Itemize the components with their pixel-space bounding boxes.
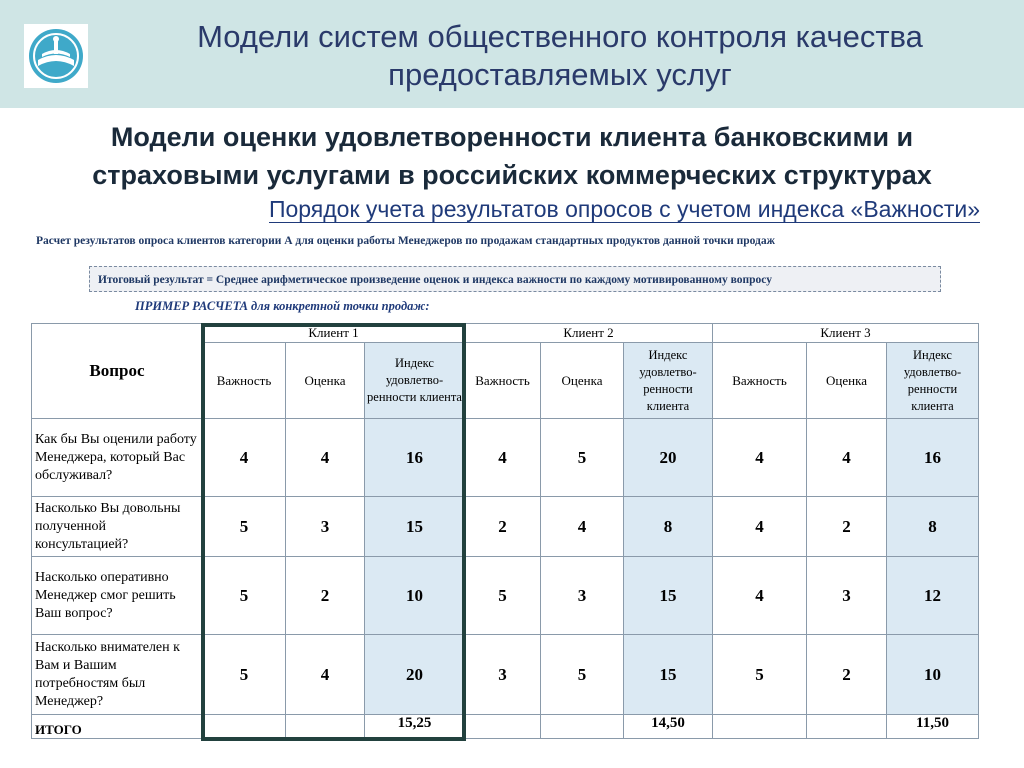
index-cell: 15 xyxy=(624,635,713,715)
value-cell: 3 xyxy=(807,557,887,635)
question-cell: Как бы Вы оценили работу Менеджера, который Вас обслуживал? xyxy=(32,419,203,497)
value-cell: 4 xyxy=(203,419,286,497)
value-cell: 2 xyxy=(465,497,541,557)
col-index: Индекс удовлетво-ренности клиента xyxy=(887,343,979,419)
value-cell: 3 xyxy=(286,497,365,557)
value-cell: 4 xyxy=(713,419,807,497)
index-cell: 8 xyxy=(624,497,713,557)
value-cell: 2 xyxy=(286,557,365,635)
results-table xyxy=(31,323,979,739)
section-subtitle xyxy=(80,194,980,224)
value-cell: 5 xyxy=(465,557,541,635)
value-cell: 5 xyxy=(541,635,624,715)
total-client-3: 11,50 xyxy=(887,715,979,739)
client-3-header: Клиент 3 xyxy=(713,324,979,343)
index-cell: 10 xyxy=(365,557,465,635)
section-title-line1: Модели оценки удовлетворенности клиента банковскими и xyxy=(110,122,914,152)
value-cell: 4 xyxy=(713,497,807,557)
value-cell: 2 xyxy=(807,497,887,557)
section-subtitle-text: Порядок учета результатов опросов с учетом индекса «Важности» xyxy=(268,196,980,222)
question-cell: Насколько оперативно Менеджер смог решить Ваш вопрос? xyxy=(32,557,203,635)
col-score: Оценка xyxy=(286,343,365,419)
value-cell: 3 xyxy=(465,635,541,715)
index-cell: 15 xyxy=(624,557,713,635)
empty-cell xyxy=(203,715,286,739)
col-importance: Важность xyxy=(203,343,286,419)
result-formula-box: Итоговый результат = Среднее арифметическое произведение оценок и индекса важности по каждому мотивированному вопросу xyxy=(89,266,941,292)
value-cell: 5 xyxy=(203,557,286,635)
table-row xyxy=(32,557,979,635)
table-row xyxy=(32,635,979,715)
question-cell: Насколько внимателен к Вам и Вашим потребностям был Менеджер? xyxy=(32,635,203,715)
client-2-header: Клиент 2 xyxy=(465,324,713,343)
index-cell: 8 xyxy=(887,497,979,557)
header-band xyxy=(0,0,1024,108)
table-row xyxy=(32,497,979,557)
table-total-row xyxy=(32,715,979,739)
empty-cell xyxy=(807,715,887,739)
value-cell: 4 xyxy=(286,635,365,715)
value-cell: 5 xyxy=(541,419,624,497)
col-importance: Важность xyxy=(713,343,807,419)
calc-description: Расчет результатов опроса клиентов категории А для оценки работы Менеджеров по продажам стандартных продуктов данной точки продаж xyxy=(36,235,775,247)
index-cell: 15 xyxy=(365,497,465,557)
value-cell: 4 xyxy=(286,419,365,497)
table-row xyxy=(32,419,979,497)
total-client-1: 15,25 xyxy=(365,715,465,739)
value-cell: 5 xyxy=(713,635,807,715)
empty-cell xyxy=(541,715,624,739)
index-cell: 16 xyxy=(887,419,979,497)
value-cell: 4 xyxy=(465,419,541,497)
value-cell: 5 xyxy=(203,635,286,715)
client-1-header: Клиент 1 xyxy=(203,324,465,343)
logo-icon xyxy=(24,24,88,88)
index-cell: 10 xyxy=(887,635,979,715)
header-title-line1: Модели систем общественного контроля качества xyxy=(197,19,923,54)
section-title-line2: страховыми услугами в российских коммерческих структурах xyxy=(92,160,932,190)
question-header: Вопрос xyxy=(32,324,203,419)
empty-cell xyxy=(286,715,365,739)
empty-cell xyxy=(465,715,541,739)
value-cell: 2 xyxy=(807,635,887,715)
col-index: Индекс удовлетво-ренности клиента xyxy=(624,343,713,419)
question-cell: Насколько Вы довольны полученной консультацией? xyxy=(32,497,203,557)
empty-cell xyxy=(713,715,807,739)
value-cell: 4 xyxy=(807,419,887,497)
table-header-clients-row xyxy=(32,324,979,343)
value-cell: 3 xyxy=(541,557,624,635)
header-title-line2: предоставляемых услуг xyxy=(388,57,732,92)
index-cell: 20 xyxy=(365,635,465,715)
col-score: Оценка xyxy=(541,343,624,419)
value-cell: 4 xyxy=(713,557,807,635)
index-cell: 12 xyxy=(887,557,979,635)
index-cell: 20 xyxy=(624,419,713,497)
col-score: Оценка xyxy=(807,343,887,419)
value-cell: 4 xyxy=(541,497,624,557)
total-client-2: 14,50 xyxy=(624,715,713,739)
total-label: ИТОГО xyxy=(32,715,203,739)
section-title xyxy=(10,118,1014,194)
header-title xyxy=(120,18,1000,94)
col-index: Индекс удовлетво-ренности клиента xyxy=(365,343,465,419)
index-cell: 16 xyxy=(365,419,465,497)
col-importance: Важность xyxy=(465,343,541,419)
value-cell: 5 xyxy=(203,497,286,557)
example-label: ПРИМЕР РАСЧЕТА для конкретной точки продаж: xyxy=(135,299,430,313)
